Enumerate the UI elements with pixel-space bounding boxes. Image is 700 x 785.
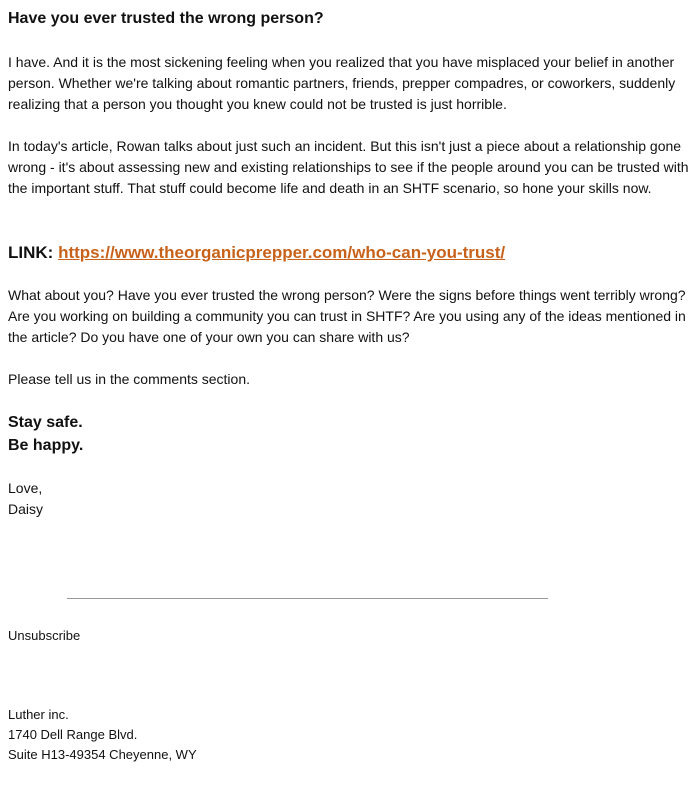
article-link[interactable]: https://www.theorganicprepper.com/who-can-you-trust/ xyxy=(58,243,506,262)
signoff-line-be-happy: Be happy. xyxy=(8,437,84,454)
signature-name: Daisy xyxy=(8,501,44,517)
comment-prompt: Please tell us in the comments section. xyxy=(8,371,251,387)
unsubscribe-link[interactable]: Unsubscribe xyxy=(8,628,81,643)
link-label: LINK: xyxy=(8,243,54,262)
company-name: Luther inc. xyxy=(8,707,69,722)
questions-paragraph: What about you? Have you ever trusted the wrong person? Were the signs before things went terribly wrong? Are you working on building a community you can trust in SHTF? Are you using any of the ideas mentioned in the article? Do you have one of your own you can share with us? xyxy=(8,287,686,345)
link-line xyxy=(8,241,505,265)
closing xyxy=(8,478,43,520)
company-address xyxy=(8,705,197,765)
email-title: Have you ever trusted the wrong person? xyxy=(8,10,324,27)
article-summary-paragraph: In today's article, Rowan talks about just such an incident. But this isn't just a piece about a relationship gone wrong - it's about assessing new and existing relationships to see if the people around you can be trusted with the important stuff. That stuff could become life and death in an SHTF scenario, so hone your skills now. xyxy=(8,138,689,196)
signoff-line-stay-safe: Stay safe. xyxy=(8,414,83,431)
address-line-1: 1740 Dell Range Blvd. xyxy=(8,727,138,742)
footer-divider xyxy=(67,598,548,599)
intro-paragraph: I have. And it is the most sickening feeling when you realized that you have misplaced your belief in another person. Whether we're talking about romantic partners, friends, prepper compadres, or coworkers, suddenly realizing that a person you thought you knew could not be trusted is just horrible. xyxy=(8,54,676,112)
address-line-2: Suite H13-49354 Cheyenne, WY xyxy=(8,747,197,762)
closing-love: Love, xyxy=(8,480,43,496)
signoff xyxy=(8,411,83,457)
